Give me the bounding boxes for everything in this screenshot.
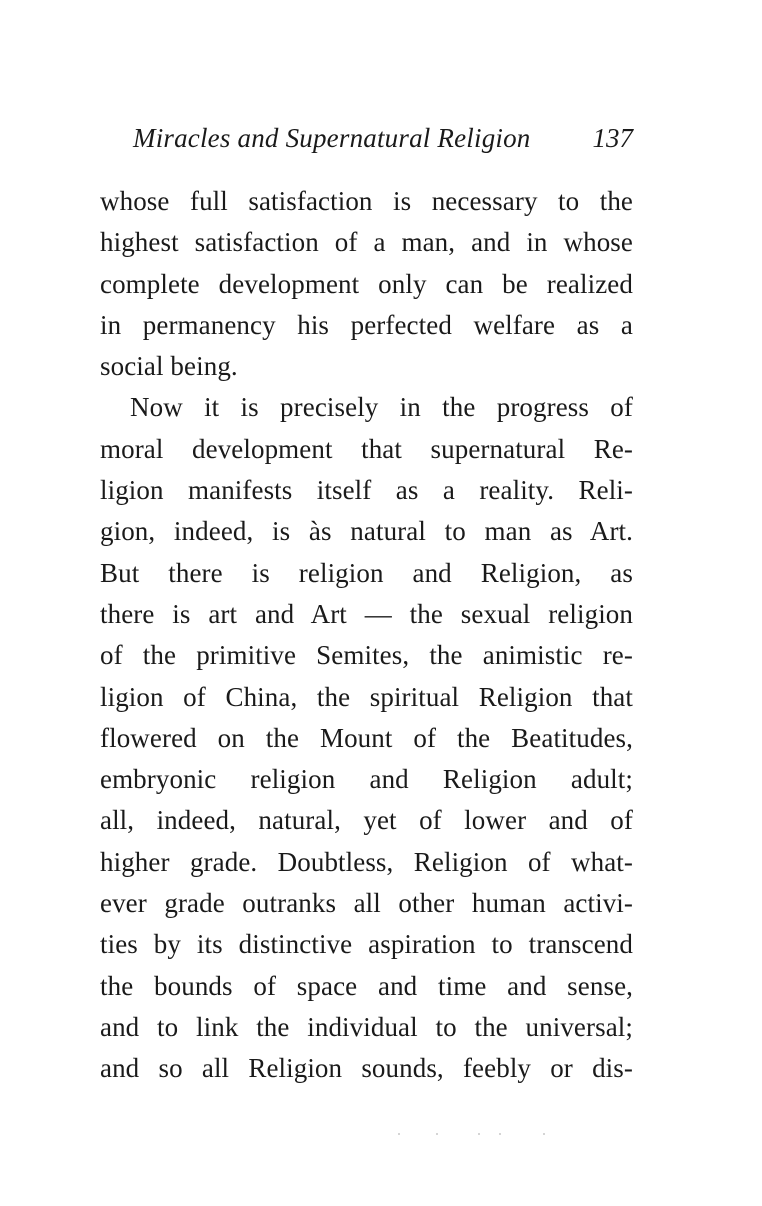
text-line: higher grade. Doubtless, Religion of what- xyxy=(100,846,633,877)
body-text xyxy=(100,181,633,1090)
text-line: social being. xyxy=(100,351,238,382)
scan-speck xyxy=(543,1133,545,1135)
scan-speck xyxy=(398,1133,400,1135)
scan-specks xyxy=(398,1133,548,1137)
text-line: Now it is precisely in the progress of xyxy=(130,392,633,423)
text-line: moral development that supernatural Re- xyxy=(100,433,633,464)
text-line: of the primitive Semites, the animistic re- xyxy=(100,640,633,671)
text-line: ever grade outranks all other human activi- xyxy=(100,888,633,919)
scan-speck xyxy=(499,1133,501,1135)
text-line: complete development only can be realized xyxy=(100,268,633,299)
scan-speck xyxy=(478,1133,480,1135)
text-line: gion, indeed, is às natural to man as Art. xyxy=(100,516,633,547)
text-line: in permanency his perfected welfare as a xyxy=(100,309,633,340)
text-line: flowered on the Mount of the Beatitudes, xyxy=(100,722,633,753)
text-line: ligion manifests itself as a reality. Reli- xyxy=(100,475,633,506)
text-line: all, indeed, natural, yet of lower and of xyxy=(100,805,633,836)
running-header xyxy=(133,118,633,158)
text-line: there is art and Art — the sexual religion xyxy=(100,598,633,629)
text-line: whose full satisfaction is necessary to the xyxy=(100,186,633,216)
page-number: 137 xyxy=(592,123,633,153)
text-line: ligion of China, the spiritual Religion that xyxy=(100,681,633,712)
text-line: the bounds of space and time and sense, xyxy=(100,970,633,1001)
text-line: ties by its distinctive aspiration to transcend xyxy=(100,929,633,960)
running-title: Miracles and Supernatural Religion xyxy=(133,123,531,153)
text-line: embryonic religion and Religion adult; xyxy=(100,764,633,795)
text-line: and to link the individual to the universal; xyxy=(100,1011,633,1042)
text-line: highest satisfaction of a man, and in whose xyxy=(100,227,633,258)
text-line: and so all Religion sounds, feebly or dis- xyxy=(100,1053,633,1084)
scan-speck xyxy=(436,1133,438,1135)
text-line: But there is religion and Religion, as xyxy=(100,557,633,588)
